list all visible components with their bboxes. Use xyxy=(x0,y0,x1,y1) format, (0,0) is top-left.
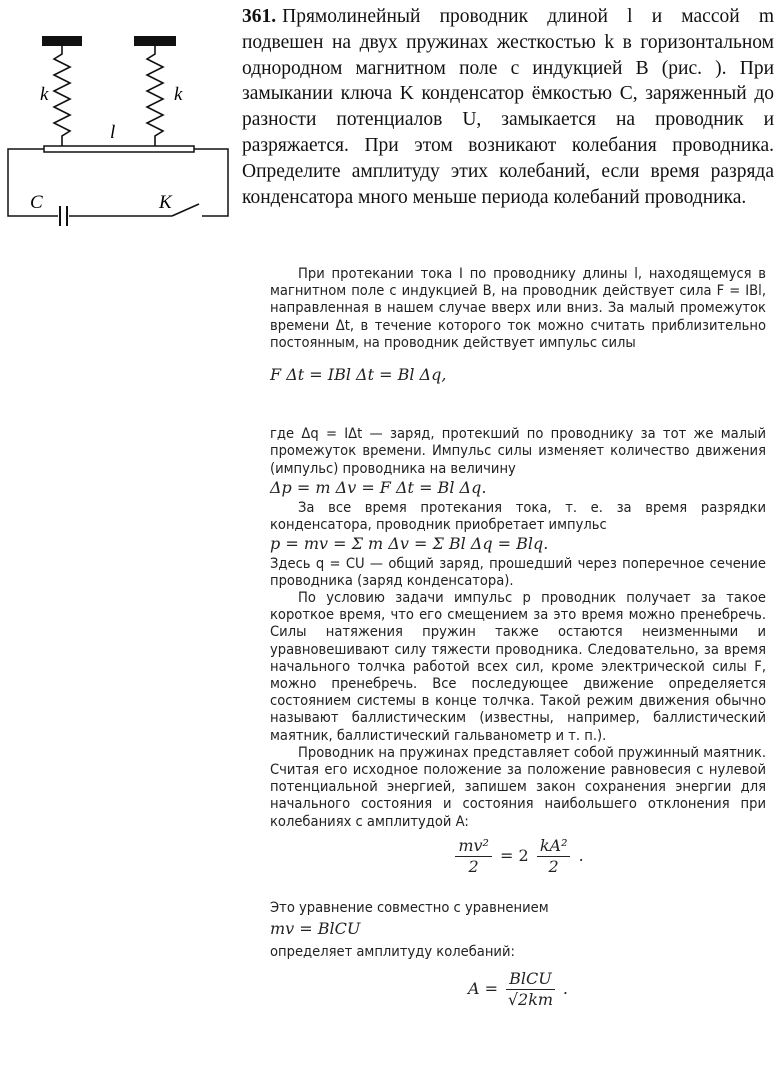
energy-period: . xyxy=(578,845,584,865)
label-switch-k: K xyxy=(159,192,172,213)
amplitude-numerator: BlCU xyxy=(506,969,555,990)
amplitude-period: . xyxy=(562,978,568,998)
solution-paragraph-1: При протекании тока I по проводнику длины l, находящемуся в магнитном поле с индукцией B, на проводник действует сила F = IBl, направленная в нашем случае вверх или вниз. За малый промежуток времени Δt, в течение которого ток можно считать приблизительно постоянным, на проводник действует импульс силы xyxy=(270,265,766,351)
label-c: C xyxy=(30,192,43,213)
problem-number-inline: 361. xyxy=(242,6,277,27)
switch-blade xyxy=(172,204,199,216)
equation-momentum-change: Δp = m Δv = F Δt = Bl Δq. xyxy=(270,477,487,497)
equation-amplitude xyxy=(270,969,766,1010)
amplitude-denominator: √2km xyxy=(507,989,554,1009)
solution-paragraph-5: По условию задачи импульс p проводник получает за такое короткое время, что его смещением за это время можно пренебречь. Силы натяжения пружин также остаются неизменными и уравновешивают силу тяжести проводника. Следовательно, за время начального толчка работой всех сил, кроме электрической силы F, можно пренебречь. Все последующее движение определяется состоянием системы в конце толчка. Такой режим движения обычно называют баллистическим (известны, например, баллистический маятник, баллистический гальванометр и т. п.). xyxy=(270,589,766,744)
solution-paragraph-8: определяет амплитуду колебаний: xyxy=(270,943,515,961)
solution-paragraph-3: За все время протекания тока, т. е. за время разрядки конденсатора, проводник приобретает импульс xyxy=(270,499,766,534)
circuit-wire-right xyxy=(194,149,228,216)
label-k-right: k xyxy=(174,84,183,105)
fraction-kinetic xyxy=(455,836,492,877)
energy-equals: = xyxy=(500,845,514,865)
solution-paragraph-6: Проводник на пружинах представляет собой пружинный маятник. Считая его исходное положение за положение равновесия с нулевой потенциальной энергией, запишем закон сохранения энергии для начального состояния и состояния наибольшего отклонения при колебаниях с амплитудой A: xyxy=(270,743,766,830)
fraction-potential xyxy=(537,836,571,877)
equation-impulse: F Δt = IBl Δt = Bl Δq, xyxy=(270,365,447,385)
conductor xyxy=(44,146,194,152)
solution-paragraph-2: где Δq = IΔt — заряд, протекший по проводнику за тот же малый промежуток времени. Импульс силы изменяет количество движения (импульс) проводника на величину xyxy=(270,425,766,477)
circuit-figure xyxy=(4,34,236,234)
equation-energy-conservation xyxy=(270,836,766,877)
energy-coefficient: 2 xyxy=(518,845,529,865)
amplitude-lhs: A = xyxy=(468,978,499,998)
solution-paragraph-7: Это уравнение совместно с уравнением xyxy=(270,898,549,916)
label-k-left: k xyxy=(40,84,49,105)
kinetic-denominator: 2 xyxy=(468,856,479,876)
support-right xyxy=(134,36,176,46)
potential-denominator: 2 xyxy=(548,856,559,876)
equation-total-momentum: p = mv = Σ m Δv = Σ Bl Δq = Blq. xyxy=(270,534,549,554)
fraction-amplitude xyxy=(506,969,555,1010)
spring-right xyxy=(147,46,163,146)
kinetic-numerator: mv² xyxy=(455,836,492,857)
spring-left xyxy=(54,46,70,146)
support-left xyxy=(42,36,82,46)
solution-block xyxy=(270,265,766,1010)
solution-paragraph-4: Здесь q = CU — общий заряд, прошедший через поперечное сечение проводника (заряд конденсатора). xyxy=(270,554,766,589)
equation-momentum-charge: mv = BlCU xyxy=(270,919,361,939)
label-l: l xyxy=(110,122,116,143)
potential-numerator: kA² xyxy=(537,836,571,857)
problem-text: 361. Прямолинейный проводник длиной l и массой m подвешен на двух пружинах жесткостью k в горизонтальном однородном магнитном поле с индукцией B (рис. ). При замыкании ключа K конденсатор ёмкостью C, заряженный до разности потенциалов U, замыкается на проводник и разряжается. При этом возникают колебания проводника. Определите амплитуду этих колебаний, если время разряда конденсатора много меньше периода колебаний проводника. xyxy=(242,6,774,208)
